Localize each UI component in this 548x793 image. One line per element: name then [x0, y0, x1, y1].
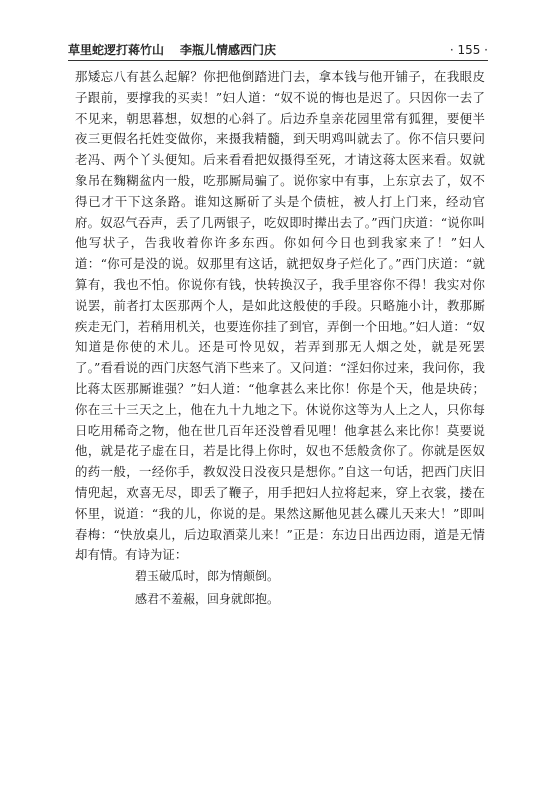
body-paragraph: 那矮忘八有甚么起解？你把他倒踏进门去，拿本钱与他开铺子，在我眼皮子跟前，要撑我的买卖！”妇人道：“奴不说的悔也是迟了。只因你一去了不见来，朝思暮想，奴想的心斜了。后边乔皇亲花园里常有狐狸，要便半夜三更假名托姓变做你，来摄我精髓，到天明鸡叫就去了。你不信只要问老冯、两个丫头便知。后来看看把奴摄得至死，才请这蒋太医来看。奴就象吊在麴糊盆内一般，吃那厮局骗了。说你家中有事，上东京去了，奴不得已才干下这条路。谁知这厮斫了头是个债桩，被人打上门来，经动官府。奴忍气吞声，丢了几两银子，吃奴即时撵出去了。”西门庆道：“说你叫他写状子，告我收着你许多东西。你如何今日也到我家来了！”妇人道：“你可是没的说。奴那里有这话，就把奴身子烂化了。”西门庆道：“就算有，我也不怕。你说你有钱，快转换汉子，我手里容你不得！我实对你说罢，前者打太医那两个人，是如此这般使的手段。只略施小计，教那厮疾走无门，若稍用机关，也要连你挂了到官，弄倒一个田地。”妇人道：“奴知道是你使的术儿。还是可怜见奴，若弄到那无人烟之处，就是死罢了。”看看说的西门庆怒气消下些来了。又问道：“淫妇你过来，我问你，我比蒋太医那厮谁强？”妇人道：“他拿甚么来比你！你是个天，他是块砖；你在三十三天之上，他在九十九地之下。休说你这等为人上之人，只你每日吃用稀奇之物，他在世几百年还没曾看见哩！他拿甚么来比你！莫要说他，就是花子虚在日，若是比得上你时，奴也不恁般贪你了。你就是医奴的药一般，一经你手，教奴没日没夜只是想你。”自这一句话，把西门庆旧情兜起，欢喜无尽，即丢了鞭子，用手把妇人拉将起来，穿上衣裳，搂在怀里，说道：“我的儿，你说的是。果然这厮他见甚么碟儿天来大！”即叫春梅：“快放桌儿，后边取酒菜儿来！”正是：东边日出西边雨，道是无情却有情。有诗为证： — [75, 69, 485, 563]
poem-line-2: 感君不羞赧，回身就郎抱。 — [135, 592, 280, 606]
header-divider — [68, 60, 488, 61]
header-section-title: 草里蛇逻打蒋竹山 — [68, 43, 165, 57]
header-titles — [68, 42, 276, 58]
poem-block — [135, 565, 465, 611]
header-chapter-title: 李瓶儿情感西门庆 — [180, 43, 277, 57]
running-header — [68, 38, 488, 58]
page-number: · 155 · — [449, 43, 488, 57]
main-text — [75, 67, 485, 566]
poem-line-1: 碧玉破瓜时，郎为情颠倒。 — [135, 569, 280, 583]
